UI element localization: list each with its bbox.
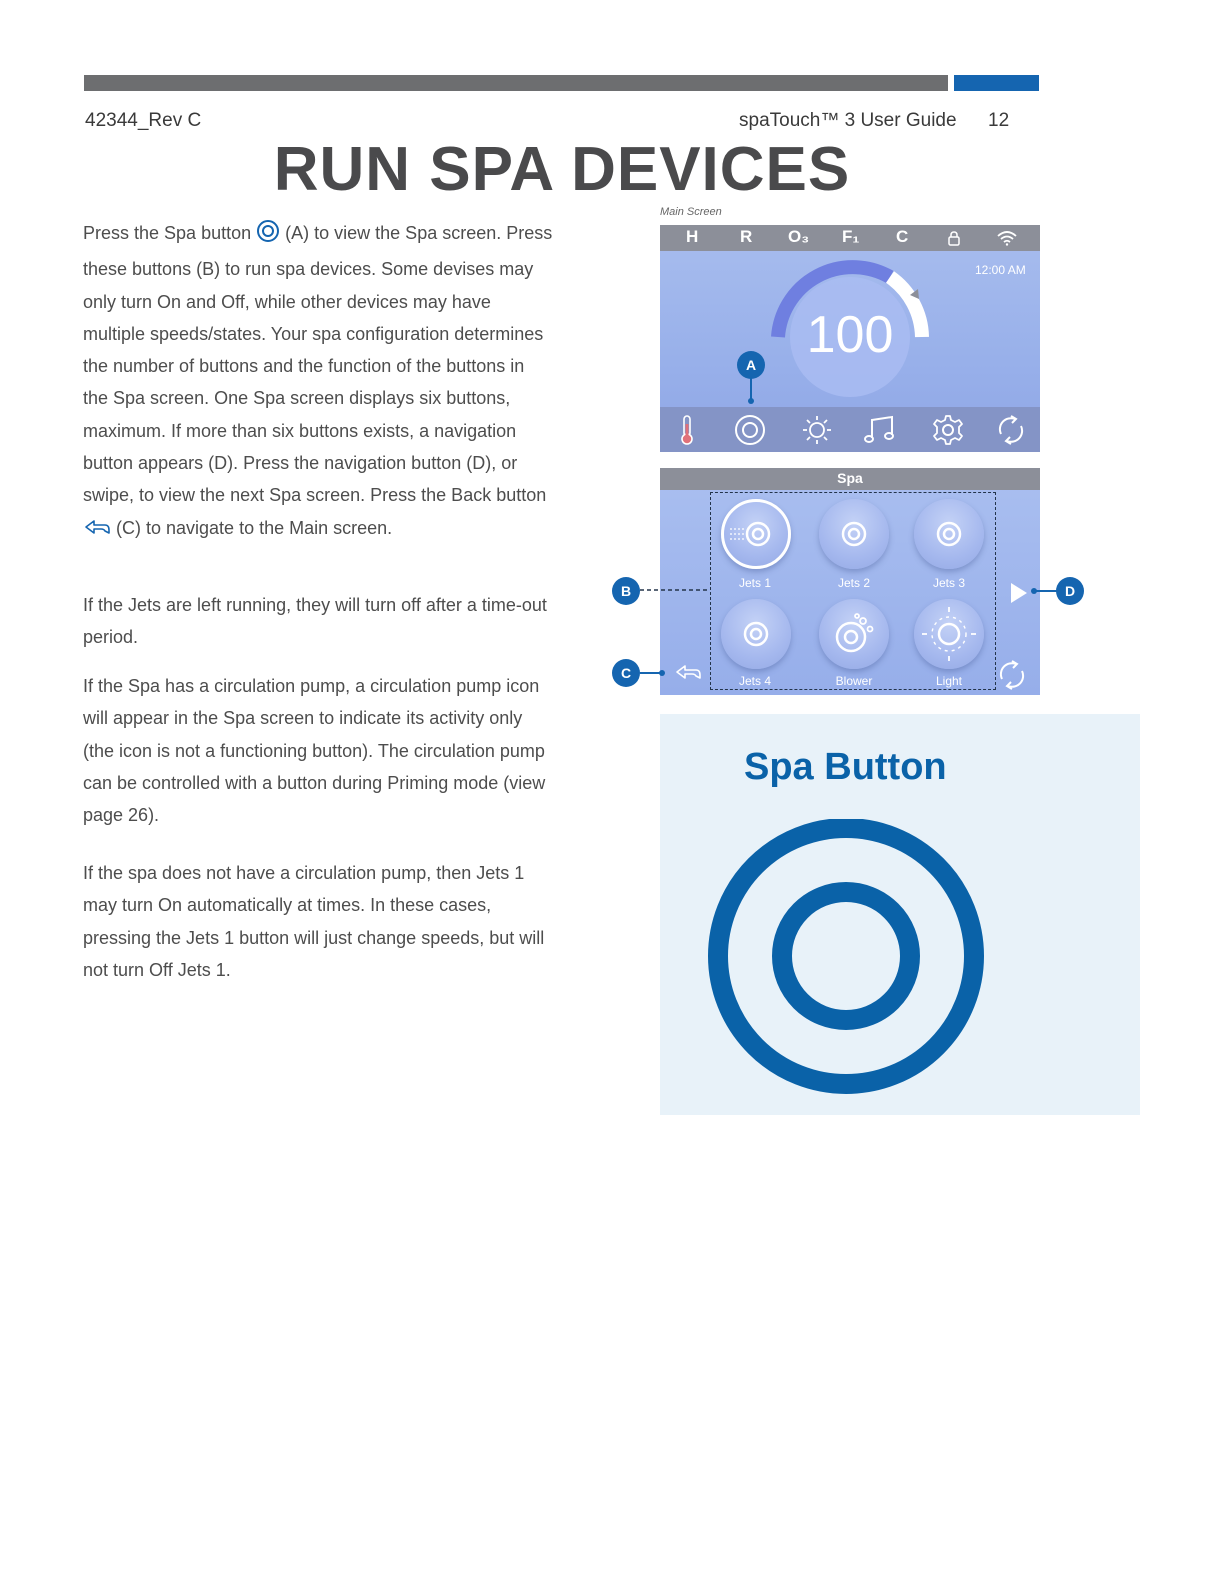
jets-1-label: Jets 1	[738, 576, 771, 590]
spa-screen-title: Spa	[837, 470, 863, 486]
status-f1: F₁	[842, 227, 860, 246]
blower-label: Blower	[835, 674, 873, 688]
clock: 12:00 AM	[975, 263, 1026, 277]
paragraph-timeout: If the Jets are left running, they will turn off after a time-out period.	[83, 595, 547, 648]
temperature-value: 100	[806, 306, 894, 364]
paragraph-circulation: If the Spa has a circulation pump, a circulation pump icon will appear in the Spa screen to indicate its activity only (the icon is not a functioning button). The circulation pump can be controlled with a button during Priming mode (view page 26).	[83, 676, 546, 826]
spa-button-panel-title: Spa Button	[744, 746, 947, 788]
intro-text-end: (C) to navigate to the Main screen.	[116, 517, 393, 538]
spa-icon	[708, 819, 988, 1099]
status-r: R	[740, 227, 753, 246]
page-number: 12	[988, 110, 1010, 131]
callout-a: A	[737, 351, 765, 379]
callout-c: C	[612, 659, 640, 687]
paragraph-no-circulation: If the spa does not have a circulation pump, then Jets 1 may turn On automatically at times. In these cases, pressing the Jets 1 button will just change speeds, but will not turn Off Jets 1.	[83, 863, 545, 980]
page-title: RUN SPA DEVICES	[273, 135, 851, 204]
callout-d: D	[1056, 577, 1084, 605]
jets-3-label: Jets 3	[932, 576, 965, 590]
callout-leaders	[0, 0, 1224, 720]
status-c: C	[896, 227, 909, 246]
guide-title: spaTouch™ 3 User Guide	[739, 110, 957, 131]
intro-text-middle: (A) to view the Spa screen. Press these buttons (B) to run spa devices. Some devises may only turn On and Off, while other devices may have multiple speeds/states. Your spa configuration determines the number of buttons and the function of the buttons in the Spa screen. One Spa screen displays six buttons, maximum. If more than six buttons exists, a navigation button appears (D). Press the navigation button (D), or swipe, to view the next Spa screen. Press the Back button	[83, 223, 553, 506]
jets-4-label: Jets 4	[738, 674, 771, 688]
status-o3: O₃	[788, 227, 810, 246]
spa-button-panel	[660, 714, 1140, 1115]
main-screen-caption: Main Screen	[660, 206, 722, 218]
jets-2-label: Jets 2	[837, 576, 870, 590]
status-h: H	[686, 227, 699, 246]
intro-text-start: Press the Spa button	[83, 223, 252, 243]
light-label: Light	[935, 674, 963, 688]
doc-number: 42344_Rev C	[85, 110, 202, 131]
callout-b: B	[612, 577, 640, 605]
